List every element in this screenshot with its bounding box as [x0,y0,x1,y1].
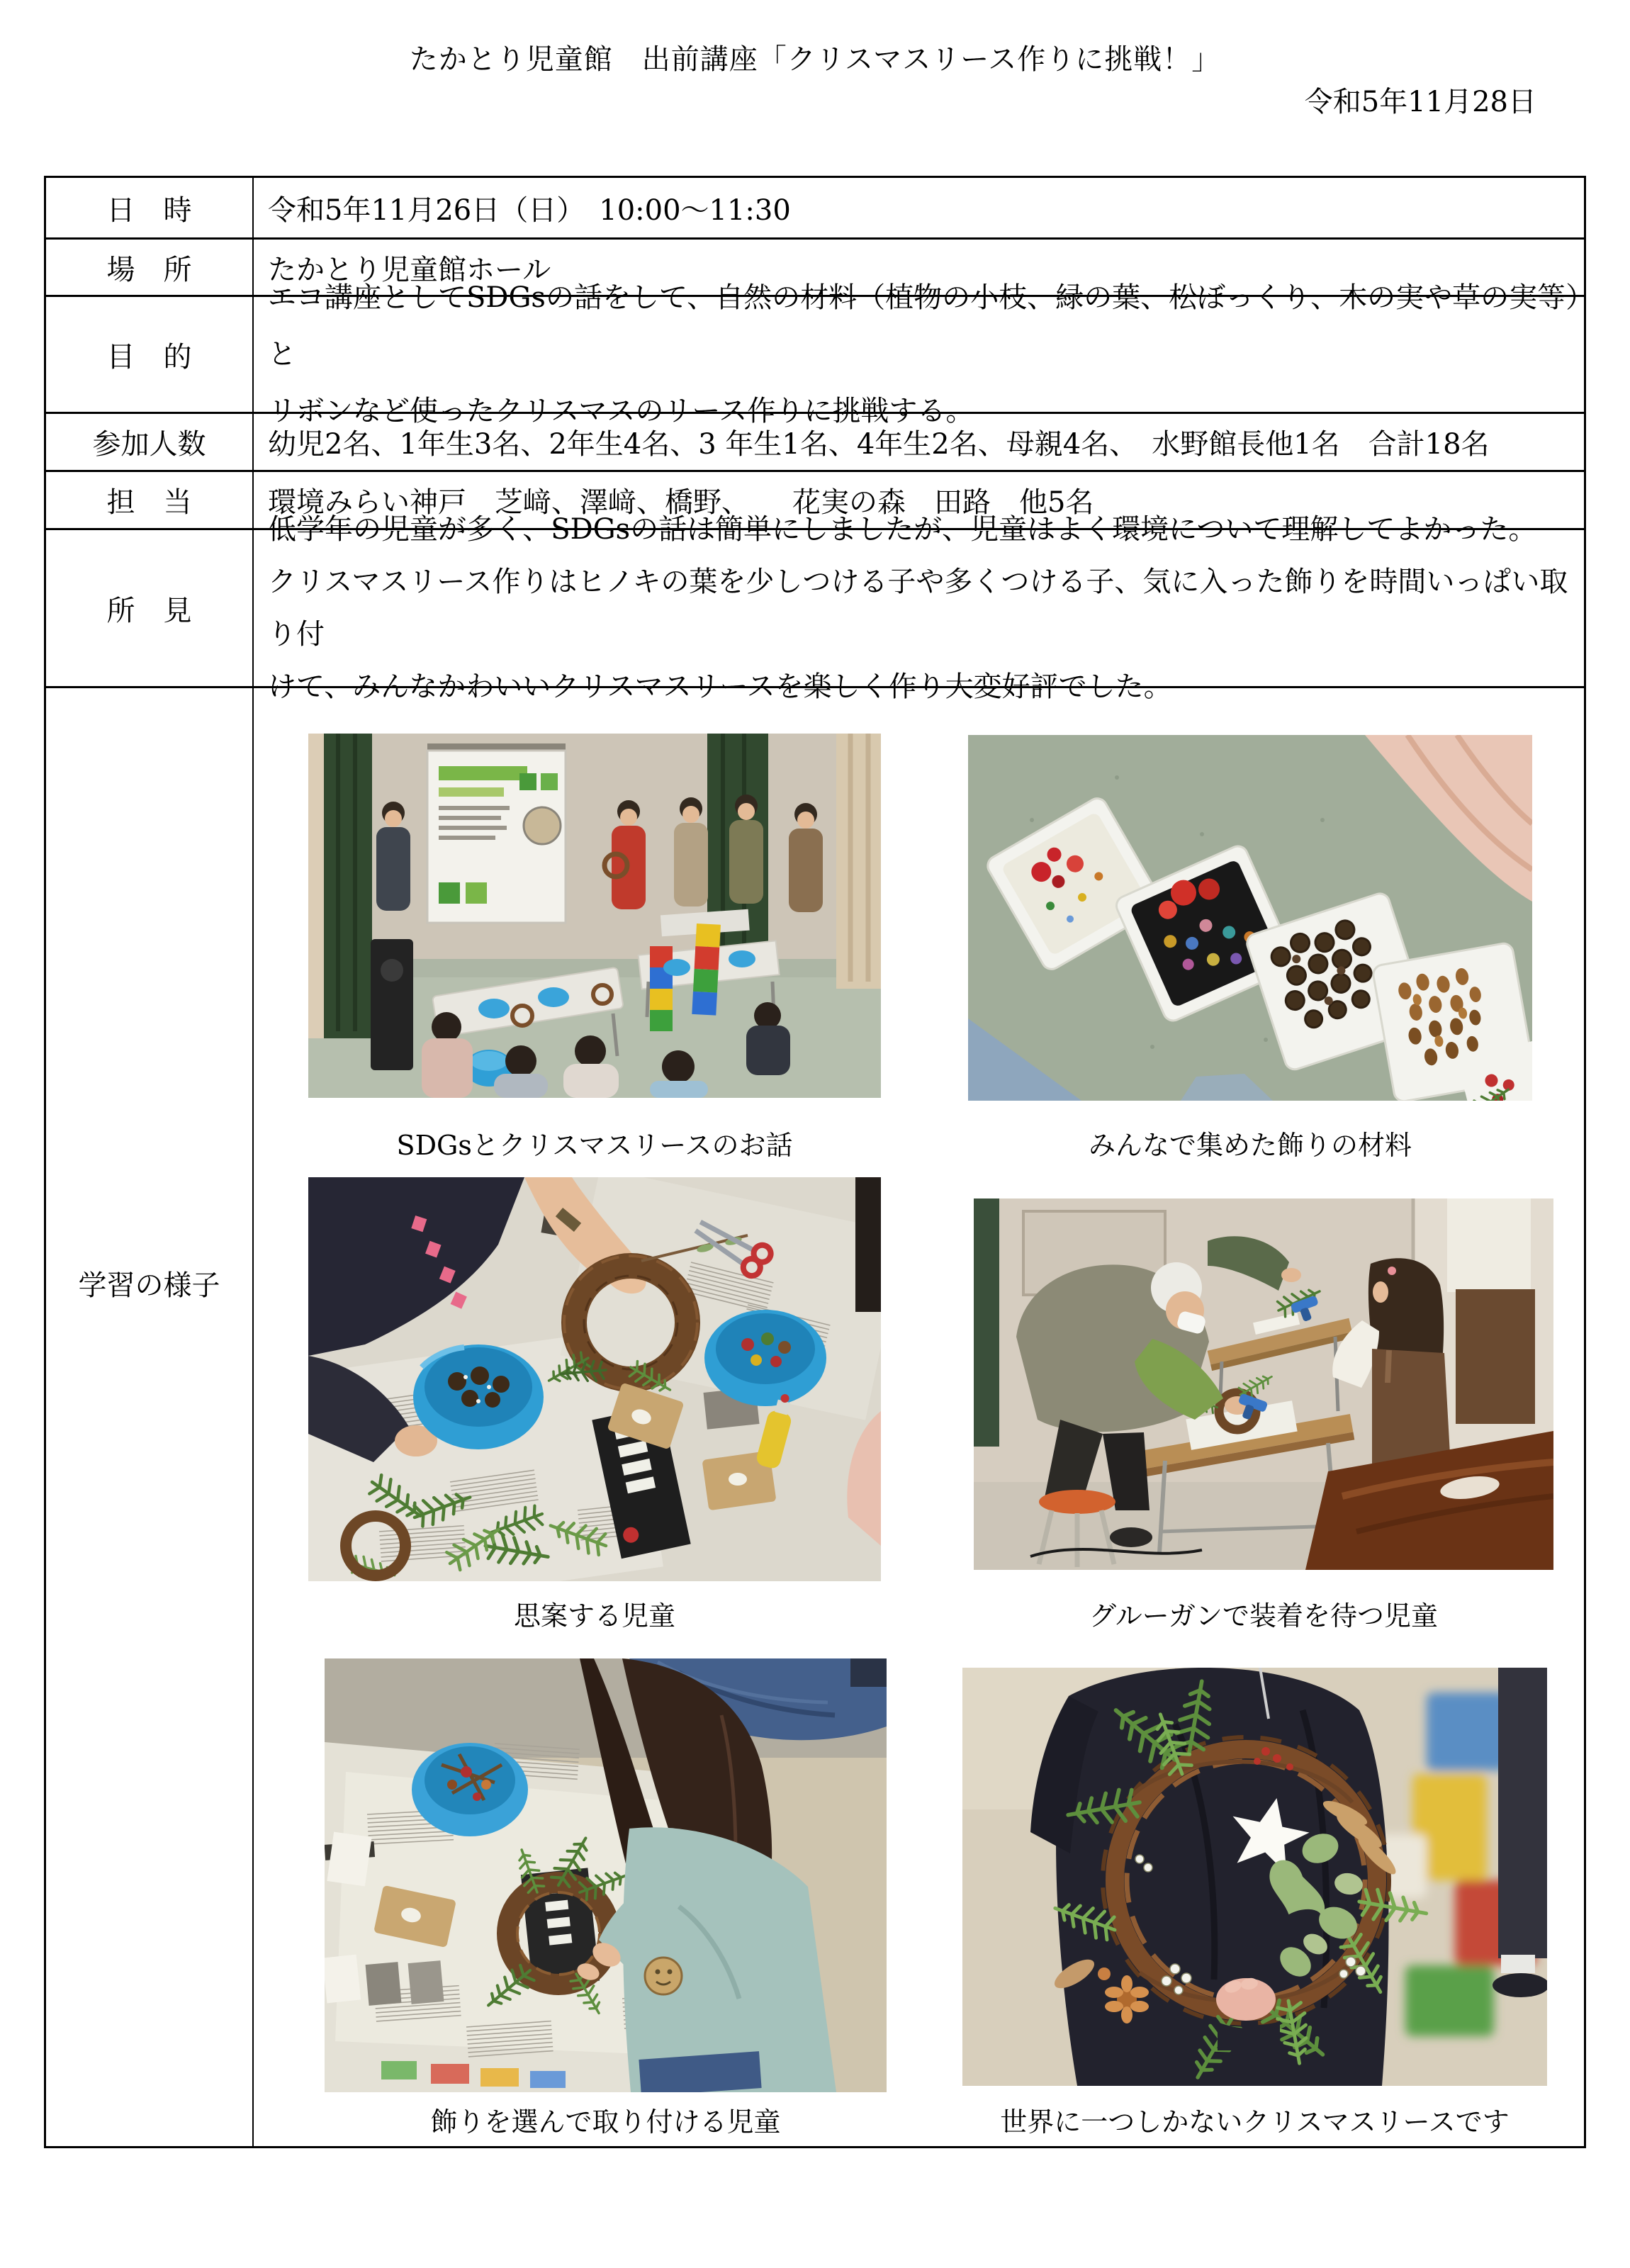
purpose-line1: エコ講座としてSDGsの話をして、自然の材料（植物の小枝、緑の葉、松ぼっくり、木の実や草の実等）と [268,281,1580,371]
photos-label [46,688,254,2146]
caption-sdgs-talk: SDGsとクリスマスリースのお話 [396,1130,793,1161]
row-purpose [46,281,1584,427]
caption-glue-gun: グルーガンで装着を待つ児童 [1089,1600,1439,1632]
participants-value [254,414,1584,470]
remarks-line3: けて、みんなかわいいクリスマスリースを楽しく作り大変好評でした。 [268,670,1172,703]
row-datetime [46,178,1584,237]
purpose-label: 目 的 [46,297,254,412]
photos-label-text: 学習の様子 [78,1269,220,1302]
row-participants [46,412,1584,470]
participants-label: 参加人数 [46,414,254,470]
caption-thinking-child: 思案する児童 [513,1600,675,1632]
place-label: 場 所 [46,240,254,295]
caption-choosing-decorations: 飾りを選んで取り付ける児童 [430,2106,781,2138]
photo-grid [254,688,1584,2146]
datetime-value [254,178,1584,237]
photo-glue-gun [974,1198,1553,1570]
document-title: たかとり児童館 出前講座「クリスマスリース作りに挑戦！」 [409,43,1221,76]
photo-sdgs-talk [308,734,881,1098]
staff-label: 担 当 [46,472,254,528]
staff-text: 環境みらい神戸 芝﨑、澤﨑、橋野、 花実の森 田路 他5名 [268,486,1094,519]
purpose-value [254,281,1584,427]
place-text: たかとり児童館ホール [268,253,551,286]
row-learning-photos [46,686,1584,2146]
datetime-label: 日 時 [46,178,254,237]
photo-finished-wreath [962,1668,1547,2086]
caption-unique-wreath: 世界に一つしかないクリスマスリースです [1000,2106,1510,2138]
remarks-value [254,513,1584,703]
remarks-line1: 低学年の児童が多く、SDGsの話は簡単にしましたが、児童はよく環境について理解してよかった。 [268,513,1537,546]
report-table [44,176,1586,2148]
row-remarks [46,513,1584,703]
participants-text: 幼児2名、1年生3名、2年生4名、3 年生1名、4年生2名、母親4名、 水野館長他1名 合計18名 [268,428,1490,461]
remarks-label: 所 見 [46,530,254,686]
photo-wreath-making [308,1177,881,1581]
remarks-line2: クリスマスリース作りはヒノキの葉を少しつける子や多くつける子、気に入った飾りを時間いっぱい取り付 [268,566,1568,651]
document-date: 令和5年11月28日 [1304,86,1536,118]
photo-attaching-decorations [325,1658,887,2092]
caption-materials: みんなで集めた飾りの材料 [1088,1130,1412,1161]
datetime-text: 令和5年11月26日（日） 10:00～11:30 [268,193,791,227]
photo-materials-trays [968,735,1532,1101]
purpose-line2: リボンなど使ったクリスマスのリース作りに挑戦する。 [268,395,974,427]
